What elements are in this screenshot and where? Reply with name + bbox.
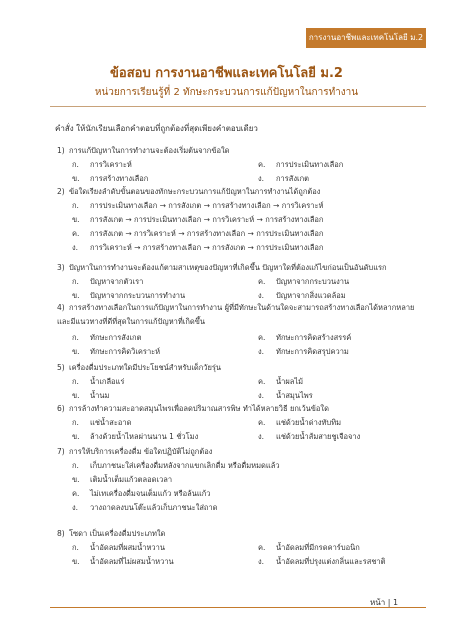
answer-option[interactable] [72, 290, 185, 302]
answer-option[interactable] [258, 376, 303, 388]
answer-option[interactable] [258, 159, 343, 171]
answer-option[interactable] [72, 173, 148, 185]
option-text: เติมน้ำเต็มแก้วตลอดเวลา [90, 475, 173, 484]
answer-option[interactable] [258, 276, 349, 288]
option-letter: ง. [258, 432, 265, 441]
answer-option[interactable] [72, 376, 124, 388]
option-text: ทักษะการสังเกต [90, 333, 142, 342]
option-letter: ง. [258, 347, 265, 356]
option-text: ทักษะการคิดสรุปความ [276, 347, 349, 356]
answer-option[interactable] [258, 556, 386, 568]
option-letter: ก. [72, 461, 79, 470]
option-letter: ค. [258, 277, 266, 286]
option-text: น้ำสมุนไพร [276, 391, 313, 400]
option-letter: ง. [258, 291, 265, 300]
option-letter: ค. [258, 418, 266, 427]
answer-option[interactable] [72, 332, 141, 344]
option-letter: ก. [72, 201, 79, 210]
option-letter: ค. [258, 543, 266, 552]
option-letter: ข. [72, 475, 80, 484]
answer-option[interactable] [72, 276, 143, 288]
option-letter: ง. [72, 243, 79, 252]
option-text: การวิเคราะห์ [90, 160, 132, 169]
option-text: ปัญหาจากสิ่งแวดล้อม [276, 291, 346, 300]
answer-option[interactable] [258, 431, 360, 443]
option-letter: ค. [258, 333, 266, 342]
option-letter: ก. [72, 277, 79, 286]
option-letter: ง. [72, 503, 79, 512]
option-letter: ก. [72, 418, 79, 427]
option-text: แช่ด้วยน้ำส้มสายชูเจือจาง [276, 432, 361, 441]
question-stem: การล้างทำความสะอาดสมุนไพรเพื่อลดปริมาณสารพิษ ทำได้หลายวิธี ยกเว้นข้อใด [69, 404, 329, 413]
answer-option[interactable] [72, 474, 172, 486]
question-number: 7) [57, 447, 65, 456]
option-text: น้ำอัดลมที่ปรุงแต่งกลิ่นและรสชาติ [276, 557, 386, 566]
question-number: 1) [57, 146, 65, 155]
page-subtitle: หน่วยการเรียนรู้ที่ 2 ทักษะกระบวนการแก้ปัญหาในการทำงาน [94, 87, 359, 98]
question-text [57, 302, 414, 314]
question-text [57, 145, 230, 157]
option-text: การประเมินทางเลือก [276, 160, 344, 169]
option-text: น้ำผลไม้ [276, 377, 304, 386]
option-text: แช่น้ำสะอาด [90, 418, 132, 427]
question-text [57, 528, 165, 540]
option-letter: ข. [72, 291, 80, 300]
answer-option[interactable] [258, 173, 309, 185]
answer-option[interactable] [258, 542, 360, 554]
option-text: การสังเกต [276, 174, 309, 183]
page-number: หน้า | 1 [370, 598, 399, 607]
option-text: น้ำอัดลมที่มีกรดคาร์บอนิก [276, 543, 360, 552]
option-letter: ค. [258, 160, 266, 169]
option-text: น้ำนม [90, 391, 110, 400]
option-letter: ง. [258, 557, 265, 566]
answer-option[interactable] [72, 542, 165, 554]
option-text: เก็บภาชนะใส่เครื่องดื่มหลังจากแขกเลิกดื่ม หรือดื่มหมดแล้ว [90, 461, 280, 470]
answer-option[interactable] [258, 290, 346, 302]
question-stem: การสร้างทางเลือกในการแก้ปัญหาในการทำงาน ผู้ที่มีทักษะในด้านใดจะสามารถสร้างทางเลือกได้หลากหลาย [69, 303, 415, 312]
answer-option[interactable] [72, 417, 131, 429]
question-text [57, 186, 320, 198]
option-text: น้ำอัดลมที่ไม่ผสมน้ำหวาน [90, 557, 174, 566]
option-letter: ก. [72, 333, 79, 342]
answer-option[interactable] [72, 346, 160, 358]
option-text: ทักษะการคิดวิเคราะห์ [90, 347, 161, 356]
option-letter: ก. [72, 377, 79, 386]
answer-option[interactable] [72, 431, 198, 443]
question-stem: การแก้ปัญหาในการทำงานจะต้องเริ่มต้นจากข้อใด [69, 146, 230, 155]
option-text: วางถาดลงบนโต๊ะแล้วเก็บภาชนะใส่ถาด [90, 503, 218, 512]
answer-option[interactable] [72, 460, 280, 472]
option-text: การสร้างทางเลือก [90, 174, 149, 183]
question-text [57, 403, 329, 415]
option-letter: ค. [72, 489, 80, 498]
option-text: น้ำอัดลมที่ผสมน้ำหวาน [90, 543, 165, 552]
option-text: ทักษะการคิดสร้างสรรค์ [276, 333, 352, 342]
option-letter: ค. [72, 229, 80, 238]
question-text [57, 446, 212, 458]
instruction-text: คำสั่ง ให้นักเรียนเลือกคำตอบที่ถูกต้องที่สุดเพียงคำตอบเดียว [55, 124, 258, 133]
option-text: ไม่เทเครื่องดื่มจนเต็มแก้ว หรือล้นแก้ว [90, 489, 211, 498]
answer-option[interactable] [258, 390, 313, 402]
question-stem: การให้บริการเครื่องดื่ม ข้อใดปฏิบัติไม่ถูกต้อง [69, 447, 213, 456]
answer-option[interactable] [72, 556, 174, 568]
question-number: 3) [57, 263, 65, 272]
question-number: 2) [57, 187, 65, 196]
question-stem: โซดา เป็นเครื่องดื่มประเภทใด [69, 529, 166, 538]
page-title: ข้อสอบ การงานอาชีพและเทคโนโลยี ม.2 [110, 66, 343, 81]
option-text: ปัญหาจากกระบวนการทำงาน [90, 291, 186, 300]
option-text: แช่ด้วยน้ำด่างทับทิม [276, 418, 342, 427]
answer-option[interactable] [258, 332, 351, 344]
option-letter: ข. [72, 347, 80, 356]
header-label: การงานอาชีพและเทคโนโลยี ม.2 [308, 33, 424, 42]
question-number: 5) [57, 363, 65, 372]
question-number: 8) [57, 529, 65, 538]
question-stem: ข้อใดเรียงลำดับขั้นตอนของทักษะกระบวนการแก้ปัญหาในการทำงานได้ถูกต้อง [69, 187, 321, 196]
answer-option[interactable] [72, 200, 323, 212]
option-letter: ง. [258, 391, 265, 400]
option-letter: ข. [72, 391, 80, 400]
question-text [57, 362, 221, 374]
answer-option[interactable] [72, 242, 323, 254]
question-stem: เครื่องดื่มประเภทใดมีประโยชน์สำหรับเด็กวัยรุ่น [69, 363, 222, 372]
option-text: ล้างด้วยน้ำไหลผ่านนาน 1 ชั่วโมง [90, 432, 199, 441]
option-letter: ข. [72, 432, 80, 441]
question-stem-continued: และมีแนวทางที่ดีที่สุดในการแก้ปัญหาที่เกิดขึ้น [57, 317, 206, 326]
option-text: ปัญหาจากตัวเรา [90, 277, 144, 286]
answer-option[interactable] [72, 488, 210, 500]
answer-option[interactable] [258, 346, 349, 358]
answer-option[interactable] [72, 214, 323, 226]
answer-option[interactable] [258, 417, 341, 429]
option-text: การสังเกต → การประเมินทางเลือก → การวิเคราะห์ → การสร้างทางเลือก [90, 215, 324, 224]
option-text: การวิเคราะห์ → การสร้างทางเลือก → การสังเกต → การประเมินทางเลือก [90, 243, 324, 252]
title-divider [50, 106, 426, 107]
option-letter: ค. [258, 377, 266, 386]
option-letter: ข. [72, 174, 80, 183]
option-letter: ง. [258, 174, 265, 183]
question-number: 4) [57, 303, 65, 312]
option-text: ปัญหาจากกระบวนงาน [276, 277, 350, 286]
option-text: น้ำเกลือแร่ [90, 377, 125, 386]
option-text: การสังเกต → การวิเคราะห์ → การสร้างทางเลือก → การประเมินทางเลือก [90, 229, 324, 238]
option-text: การประเมินทางเลือก → การสังเกต → การสร้างทางเลือก → การวิเคราะห์ [90, 201, 324, 210]
option-letter: ก. [72, 160, 79, 169]
option-letter: ข. [72, 557, 80, 566]
answer-option[interactable] [72, 502, 218, 514]
question-text [57, 262, 387, 274]
answer-option[interactable] [72, 159, 132, 171]
question-stem: ปัญหาในการทำงานจะต้องแก้ตามสาเหตุของปัญหาที่เกิดขึ้น ปัญหาใดที่ต้องแก้ไขก่อนเป็นอันดับแรก [69, 263, 387, 272]
question-number: 6) [57, 404, 65, 413]
answer-option[interactable] [72, 228, 323, 240]
answer-option[interactable] [72, 390, 109, 402]
option-letter: ข. [72, 215, 80, 224]
option-letter: ก. [72, 543, 79, 552]
